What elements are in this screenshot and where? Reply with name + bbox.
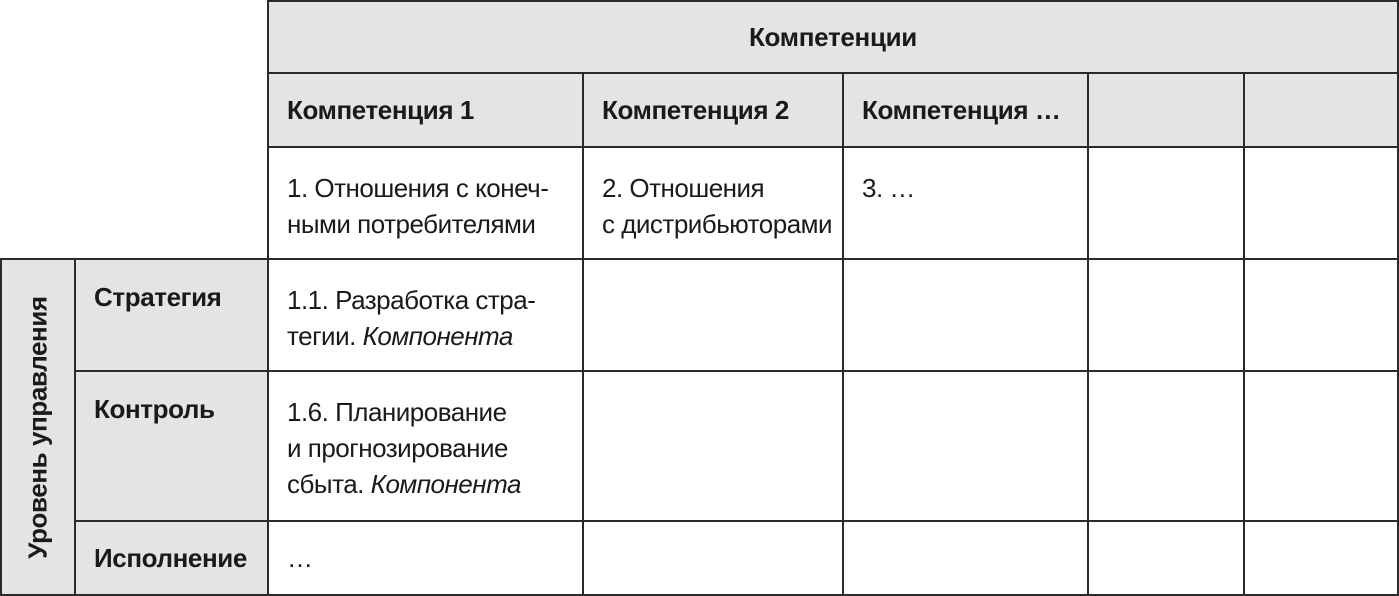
cell-strategy-line-2	[287, 318, 582, 354]
cell-strategy-line-1: 1.1. Разработка стра-	[287, 285, 536, 315]
cell-execution-competency-5	[1243, 520, 1399, 596]
competency-item-2-line-2: с дистрибьюторами	[602, 209, 833, 239]
cell-execution-competency-4	[1087, 520, 1245, 596]
cell-execution-competency-2	[582, 520, 844, 596]
column-header-3	[842, 72, 1089, 148]
competency-item-5	[1243, 146, 1399, 260]
column-header-1	[267, 72, 584, 148]
column-header-2-label: Компетенция 2	[602, 94, 789, 125]
management-level-side-header	[0, 258, 76, 596]
competency-item-3-line-1: 3. …	[862, 173, 915, 203]
competency-item-1-line-1: 1. Отношения с конеч-	[287, 173, 549, 203]
management-level-label: Уровень управления	[22, 295, 53, 559]
cell-control-competency-1	[267, 370, 584, 522]
competencies-header	[267, 0, 1399, 74]
column-header-2	[582, 72, 844, 148]
cell-strategy-line-2-text: тегии.	[287, 321, 356, 351]
cell-control-component-label: Компонента	[370, 469, 521, 499]
cell-control-line-3	[287, 466, 582, 502]
cell-control-line-2: и прогнозирование	[287, 433, 508, 463]
cell-control-competency-3	[842, 370, 1089, 522]
competency-item-4	[1087, 146, 1245, 260]
competency-item-1-line-2: ными потребителями	[287, 209, 536, 239]
cell-execution-competency-3	[842, 520, 1089, 596]
cell-control-competency-2	[582, 370, 844, 522]
cell-execution-line-1: …	[287, 543, 313, 573]
competency-item-2	[582, 146, 844, 260]
cell-control-line-3-text: сбыта.	[287, 469, 364, 499]
column-header-1-label: Компетенция 1	[287, 94, 474, 125]
cell-strategy-competency-2	[582, 258, 844, 372]
competencies-header-label: Компетенции	[748, 21, 917, 52]
row-header-control-label: Контроль	[94, 394, 215, 424]
row-header-control	[74, 370, 269, 522]
column-header-3-label: Компетенция …	[862, 94, 1061, 125]
competency-item-3	[842, 146, 1089, 260]
column-header-4	[1087, 72, 1245, 148]
cell-control-competency-4	[1087, 370, 1245, 522]
competency-item-2-line-1: 2. Отношения	[602, 173, 765, 203]
cell-strategy-competency-5	[1243, 258, 1399, 372]
row-header-strategy	[74, 258, 269, 372]
cell-strategy-competency-1	[267, 258, 584, 372]
row-header-execution-label: Исполнение	[94, 542, 247, 573]
cell-strategy-competency-3	[842, 258, 1089, 372]
cell-strategy-competency-4	[1087, 258, 1245, 372]
cell-execution-competency-1	[267, 520, 584, 596]
competency-item-1	[267, 146, 584, 260]
row-header-strategy-label: Стратегия	[94, 282, 222, 312]
column-header-5	[1243, 72, 1399, 148]
row-header-execution	[74, 520, 269, 596]
cell-control-line-1: 1.6. Планирование	[287, 397, 507, 427]
cell-control-competency-5	[1243, 370, 1399, 522]
cell-strategy-component-label: Компонента	[362, 321, 513, 351]
